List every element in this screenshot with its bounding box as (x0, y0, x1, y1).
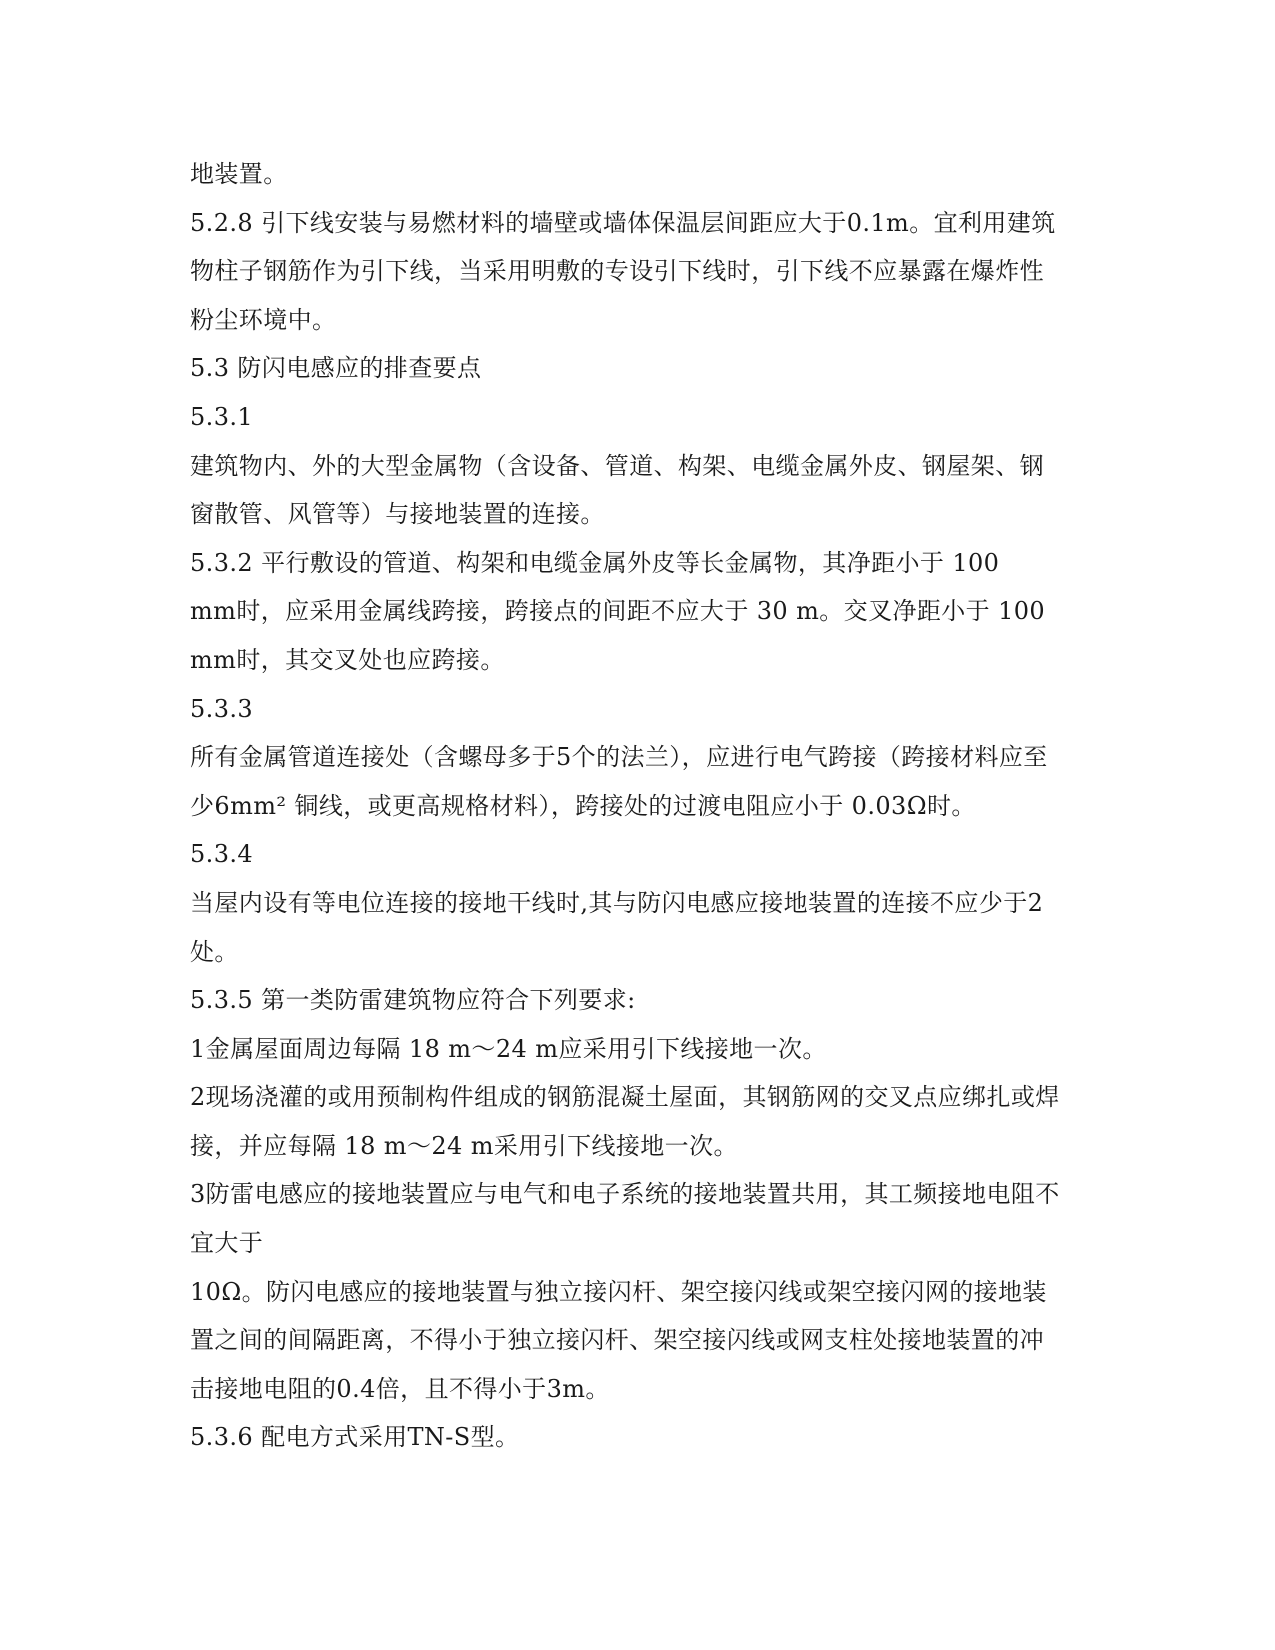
text-line: 所有金属管道连接处（含螺母多于5个的法兰），应进行电气跨接（跨接材料应至 (190, 743, 1048, 772)
text-line: 接，并应每隔 18 m～24 m采用引下线接地一次。 (190, 1131, 738, 1160)
text-line: 5.3.2 平行敷设的管道、构架和电缆金属外皮等长金属物，其净距小于 100 (190, 548, 1000, 577)
text-line: 5.3.6 配电方式采用TN-S型。 (190, 1423, 520, 1452)
text-line: 10Ω。防闪电感应的接地装置与独立接闪杆、架空接闪线或架空接闪网的接地装 (190, 1277, 1047, 1306)
section-heading: 5.3 防闪电感应的排查要点 (190, 354, 482, 383)
text-line: 当屋内设有等电位连接的接地干线时,其与防闪电感应接地装置的连接不应少于2 (190, 888, 1044, 917)
text-line: 建筑物内、外的大型金属物（含设备、管道、构架、电缆金属外皮、钢屋架、钢 (190, 451, 1044, 480)
text-line: 置之间的间隔距离，不得小于独立接闪杆、架空接闪线或网支柱处接地装置的冲 (190, 1326, 1044, 1355)
document-body (190, 150, 1090, 1462)
text-line: 击接地电阻的0.4倍，且不得小于3m。 (190, 1374, 610, 1403)
text-line: 5.2.8 引下线安装与易燃材料的墙壁或墙体保温层间距应大于0.1m。宜利用建筑 (190, 208, 1056, 237)
text-line: 5.3.5 第一类防雷建筑物应符合下列要求: (190, 986, 636, 1015)
text-line: 粉尘环境中。 (190, 305, 337, 334)
text-line: mm时，其交叉处也应跨接。 (190, 645, 505, 674)
text-line: 少6mm² 铜线，或更高规格材料），跨接处的过渡电阻应小于 0.03Ω时。 (190, 791, 976, 820)
list-item: 1金属屋面周边每隔 18 m～24 m应采用引下线接地一次。 (190, 1034, 827, 1063)
list-item: 2现场浇灌的或用预制构件组成的钢筋混凝土屋面，其钢筋网的交叉点应绑扎或焊 (190, 1083, 1060, 1112)
clause-number: 5.3.1 (190, 402, 254, 431)
list-item: 3防雷电感应的接地装置应与电气和电子系统的接地装置共用，其工频接地电阻不 (190, 1180, 1060, 1209)
text-line: 物柱子钢筋作为引下线，当采用明敷的专设引下线时，引下线不应暴露在爆炸性 (190, 257, 1044, 286)
text-line: 宜大于 (190, 1229, 264, 1258)
text-line: mm时，应采用金属线跨接，跨接点的间距不应大于 30 m。交叉净距小于 100 (190, 597, 1046, 626)
text-line: 窗散管、风管等）与接地装置的连接。 (190, 500, 605, 529)
clause-number: 5.3.4 (190, 840, 254, 869)
text-line: 地装置。 (190, 160, 288, 188)
clause-number: 5.3.3 (190, 694, 254, 723)
text-line: 处。 (190, 937, 239, 966)
